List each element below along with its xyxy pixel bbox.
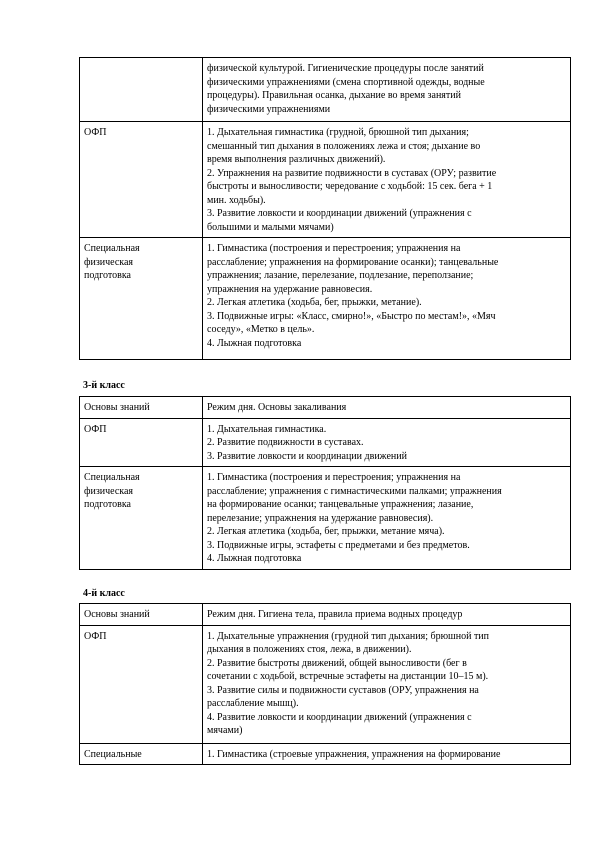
label-text: Специальная физическая подготовка <box>84 243 140 281</box>
content-line: упражнения на удержание равновесия. <box>207 283 373 295</box>
row-content-cell <box>203 397 571 419</box>
row-label-cell: Основы знаний <box>80 397 203 419</box>
content-line: на формирование осанки; танцевальные упражнения; лазание, <box>207 499 474 510</box>
table-row <box>80 743 571 765</box>
content-line: 2. Легкая атлетика (ходьба, бег, прыжки, метание). <box>207 297 422 308</box>
row-content-cell <box>203 467 571 570</box>
content-line: физической культурой. Гигиенические процедуры после занятий <box>207 63 484 74</box>
row-label-cell <box>80 58 203 122</box>
row-content-cell <box>203 743 571 765</box>
content-line: Режим дня. Гигиена тела, правила приема водных процедур <box>207 609 463 620</box>
content-line: соседу», «Метко в цель». <box>207 324 315 335</box>
content-line: 2. Легкая атлетика (ходьба, бег, прыжки, метание мяча). <box>207 526 445 537</box>
content-line: дыхания в положениях стоя, лежа, в движении). <box>207 644 412 655</box>
label-text: Специальная физическая подготовка <box>84 472 140 510</box>
content-line: 1. Дыхательная гимнастика. <box>207 423 327 435</box>
content-line: упражнения; лазание, перелезание, подлезание, переползание; <box>207 270 474 281</box>
row-content-cell <box>203 58 571 122</box>
program-table-4th-grade <box>79 603 571 765</box>
program-table-2nd-grade-continued <box>79 57 571 360</box>
row-label-cell: Специальные <box>80 743 203 765</box>
table-row <box>80 58 571 122</box>
content-line: процедуры). Правильная осанка, дыхание во время занятий <box>207 90 461 101</box>
row-label-cell <box>80 238 203 360</box>
content-line: 1. Дыхательная гимнастика (грудной, брюшной тип дыхания; <box>207 127 469 138</box>
content-line: 3. Подвижные игры: «Класс, смирно!», «Быстро по местам!», «Мяч <box>207 310 496 322</box>
content-line: быстроты и выносливости; чередование с ходьбой: 15 сек. бега + 1 <box>207 181 493 192</box>
content-line: физическими упражнениями <box>207 103 331 115</box>
row-label-cell: ОФП <box>80 418 203 467</box>
row-content-cell <box>203 122 571 238</box>
content-line: мячами) <box>207 725 243 736</box>
content-line: 3. Развитие силы и подвижности суставов (ОРУ, упражнения на <box>207 684 479 696</box>
content-line: 3. Развитие ловкости и координации движений (упражнения с <box>207 208 472 219</box>
content-line: расслабление; упражнения на формирование осанки); танцевальные <box>207 256 499 268</box>
content-line: 1. Гимнастика (построения и перестроения; упражнения на <box>207 472 461 483</box>
table-row <box>80 397 571 419</box>
row-content-cell <box>203 604 571 626</box>
row-label-cell <box>80 467 203 570</box>
row-content-cell <box>203 418 571 467</box>
content-line: 2. Развитие подвижности в суставах. <box>207 437 364 448</box>
row-label-cell: ОФП <box>80 122 203 238</box>
content-line: Режим дня. Основы закаливания <box>207 402 347 413</box>
grade-heading-4: 4-й класс <box>83 588 125 599</box>
content-line: 1. Гимнастика (строевые упражнения, упражнения на формирование <box>207 748 501 760</box>
content-line: 1. Дыхательные упражнения (грудной тип дыхания; брюшной тип <box>207 630 490 642</box>
content-line: 3. Подвижные игры, эстафеты с предметами и без предметов. <box>207 539 470 551</box>
table-row <box>80 418 571 467</box>
content-line: расслабление мышц). <box>207 698 299 709</box>
grade-heading-3: 3-й класс <box>83 380 125 391</box>
content-line: 2. Развитие быстроты движений, общей выносливости (бег в <box>207 657 467 669</box>
content-line: 4. Лыжная подготовка <box>207 553 302 564</box>
table-row <box>80 467 571 570</box>
table-row <box>80 604 571 626</box>
row-label-cell: Основы знаний <box>80 604 203 626</box>
content-line: большими и малыми мячами) <box>207 221 334 233</box>
content-line: сочетании с ходьбой, встречные эстафеты на дистанции 10–15 м). <box>207 671 489 682</box>
content-line: 1. Гимнастика (построения и перестроения; упражнения на <box>207 243 461 254</box>
content-line: физическими упражнениями (смена спортивной одежды, водные <box>207 76 485 88</box>
program-table-3rd-grade <box>79 396 571 570</box>
content-line: смешанный тип дыхания в положениях лежа и стоя; дыхание во <box>207 140 481 152</box>
content-line: 2. Упражнения на развитие подвижности в суставах (ОРУ; развитие <box>207 167 497 179</box>
row-content-cell <box>203 238 571 360</box>
table-row <box>80 238 571 360</box>
content-line: 4. Развитие ловкости и координации движений (упражнения с <box>207 711 472 723</box>
content-line: расслабление; упражнения с гимнастическими палками; упражнения <box>207 485 502 497</box>
table-row <box>80 122 571 238</box>
content-line: перелезание; упражнения на удержание равновесия). <box>207 512 434 524</box>
row-content-cell <box>203 625 571 743</box>
row-label-cell: ОФП <box>80 625 203 743</box>
content-line: время выполнения различных движений). <box>207 154 386 165</box>
content-line: мин. ходьбы). <box>207 194 266 206</box>
table-row <box>80 625 571 743</box>
content-line: 4. Лыжная подготовка <box>207 337 302 349</box>
content-line: 3. Развитие ловкости и координации движений <box>207 450 407 462</box>
